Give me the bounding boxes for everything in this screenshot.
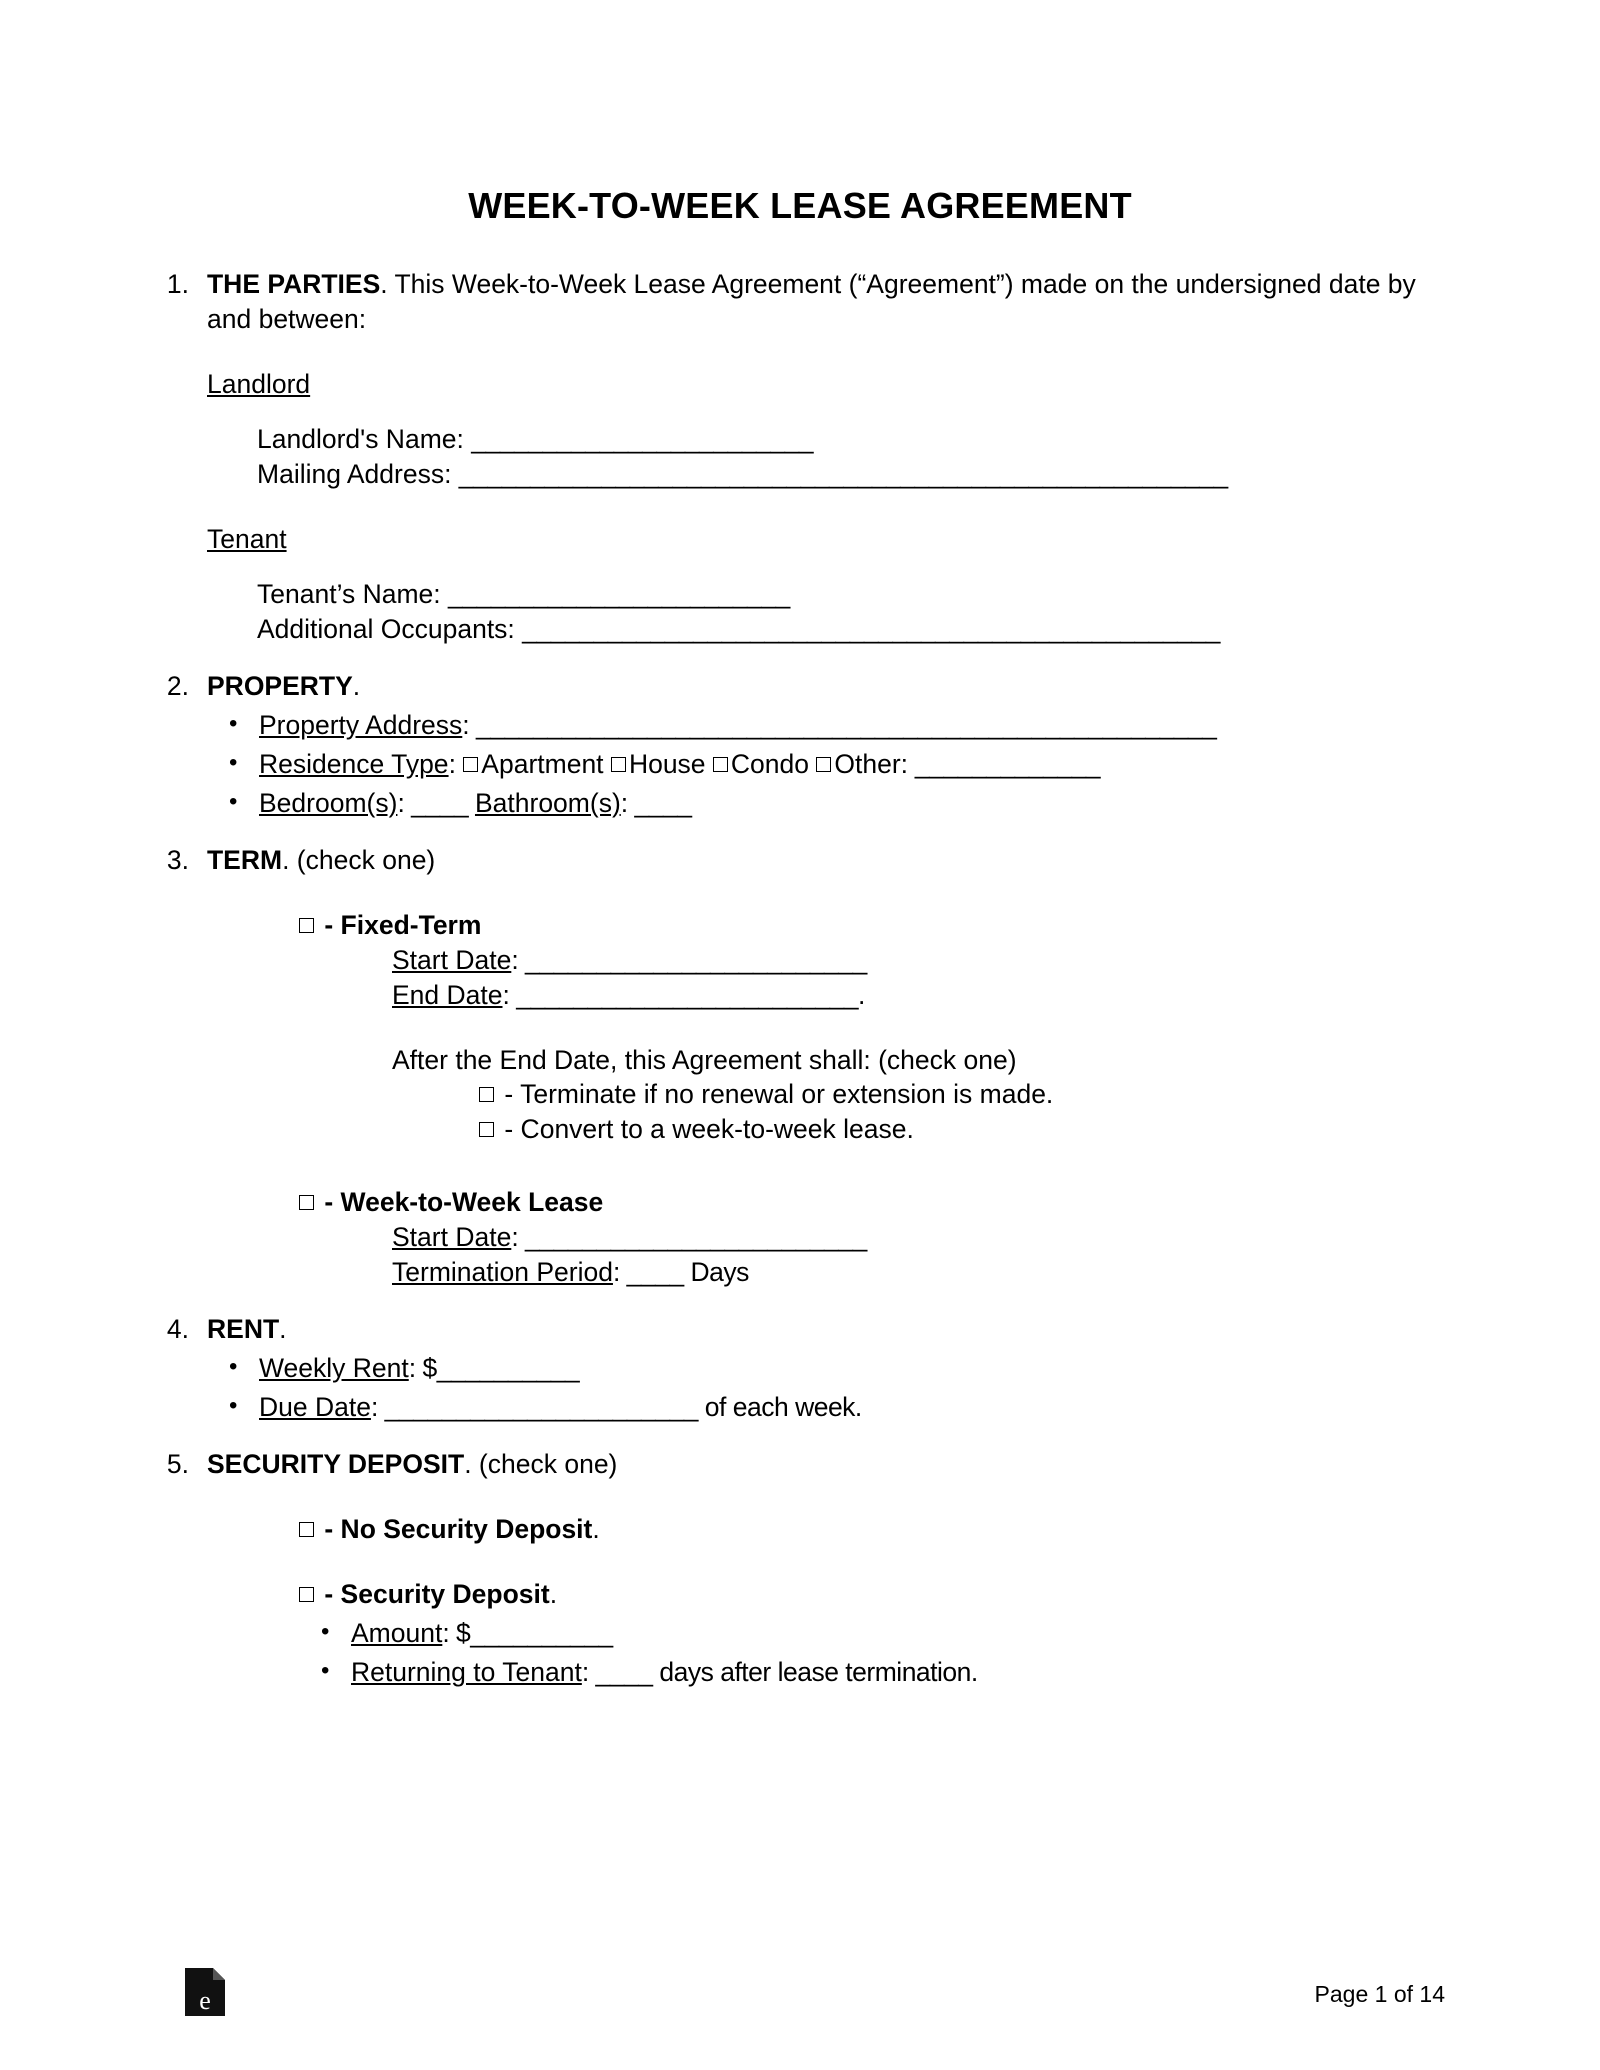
no-security-deposit-label: - No Security Deposit [324,1514,593,1545]
termination-period-row [392,1255,1445,1290]
checkbox-condo-icon[interactable] [713,757,728,772]
after-end-terminate-row [479,1077,1445,1112]
clause-heading: RENT [207,1314,280,1345]
clause-heading: TERM [207,844,283,875]
week-start-date-row [392,1220,1445,1255]
clause-content [207,1312,1445,1425]
page-footer [0,1950,1600,2070]
bathroom-label: Bathroom(s) [474,787,621,818]
tenant-subheading: Tenant [207,523,287,554]
checkbox-no-security-deposit-icon[interactable] [299,1522,314,1537]
clause-the-parties [155,267,1445,647]
after-end-convert-row [479,1112,1445,1147]
svg-text:e: e [199,1986,211,2015]
clause-number: 3. [166,844,189,875]
deposit-amount-field[interactable]: : $__________ [442,1618,613,1649]
clause-security-deposit [155,1447,1445,1690]
security-deposit-suffix: . [549,1579,558,1610]
clause-term [155,843,1445,1291]
additional-occupants-label: Additional Occupants: [257,613,523,644]
residence-option-house: House [628,748,706,779]
clause-number: 4. [166,1314,189,1345]
checkbox-house-icon[interactable] [611,757,626,772]
week-start-date-field[interactable]: : ________________________ [511,1222,867,1253]
landlord-address-row [257,457,1445,492]
deposit-return-label: Returning to Tenant [351,1657,582,1688]
security-deposit-row [299,1577,1445,1612]
additional-occupants-field[interactable]: _________________________________________________ [522,613,1220,644]
deposit-amount-row [299,1616,1445,1651]
clause-number: 2. [166,670,189,701]
bedroom-bathroom-row [207,786,1445,821]
residence-other-field[interactable]: _____________ [908,748,1100,779]
fixed-term-option-row [299,908,1445,943]
deposit-return-field[interactable]: : ____ days after lease termination. [581,1657,978,1688]
start-date-field[interactable]: : ________________________ [511,944,867,975]
clause-heading-suffix: . [352,670,361,701]
terminate-option-label: - Terminate if no renewal or extension is made. [504,1079,1054,1110]
fixed-term-start-date-row [392,943,1445,978]
clause-content [207,267,1445,647]
rent-bullet-list [207,1351,1445,1425]
fixed-term-label: - Fixed-Term [324,909,482,940]
checkbox-apartment-icon[interactable] [463,757,478,772]
bedroom-label: Bedroom(s) [259,787,398,818]
checkbox-security-deposit-icon[interactable] [299,1587,314,1602]
deposit-amount-label: Amount [351,1618,443,1649]
checkbox-convert-icon[interactable] [479,1122,494,1137]
week-to-week-label: - Week-to-Week Lease [324,1187,604,1218]
bedroom-field[interactable]: : ____ [397,787,475,818]
termination-period-field[interactable]: : ____ Days [612,1257,749,1288]
clause-content [207,1447,1445,1690]
clause-heading: THE PARTIES [207,269,381,299]
clause-number: 1. [166,269,189,299]
clause-property [155,669,1445,821]
week-start-date-label: Start Date [392,1222,512,1253]
checkbox-fixed-term-icon[interactable] [299,918,314,933]
deposit-return-row [299,1655,1445,1690]
landlord-name-label: Landlord's Name: [257,423,472,454]
checkbox-week-to-week-icon[interactable] [299,1195,314,1210]
clause-heading-suffix: . (check one) [282,844,436,875]
tenant-name-row [257,577,1445,612]
clause-heading: PROPERTY [207,670,353,701]
bathroom-field[interactable]: : ____ [620,787,692,818]
clause-intro-text: . This Week-to-Week Lease Agreement (“Agreement”) made on the undersigned date by and between: [207,269,1416,334]
landlord-subheading: Landlord [207,368,311,399]
no-security-deposit-suffix: . [592,1514,600,1545]
mailing-address-label: Mailing Address: [257,458,459,489]
residence-option-condo: Condo [730,748,810,779]
residence-option-other: Other: [834,748,909,779]
page-title: WEEK-TO-WEEK LEASE AGREEMENT [468,185,1132,226]
eforms-logo-icon [183,1966,227,2018]
residence-type-colon: : [448,748,464,779]
weekly-rent-row [207,1351,1445,1386]
week-to-week-option-row [299,1185,1445,1220]
property-address-label: Property Address [259,709,463,740]
mailing-address-field[interactable]: ______________________________________________________ [458,458,1228,489]
tenant-name-field[interactable]: ________________________ [448,578,790,609]
termination-period-label: Termination Period [392,1257,613,1288]
landlord-name-row [257,422,1445,457]
end-date-label: End Date [392,979,503,1010]
clause-content [207,843,1445,1291]
convert-option-label: - Convert to a week-to-week lease. [504,1114,914,1145]
checkbox-other-icon[interactable] [816,757,831,772]
residence-type-row [207,747,1445,782]
clause-heading-suffix: . [279,1314,287,1345]
no-security-deposit-row [299,1512,1445,1547]
weekly-rent-field[interactable]: : $__________ [408,1353,580,1384]
tenant-name-label: Tenant’s Name: [257,578,448,609]
after-end-date-text: After the End Date, this Agreement shall: (check one) [392,1044,1017,1075]
security-deposit-label: - Security Deposit [324,1579,550,1610]
property-bullet-list [207,708,1445,821]
end-date-field[interactable]: : ________________________. [502,979,865,1010]
clause-heading: SECURITY DEPOSIT [207,1449,465,1480]
due-date-label: Due Date [259,1392,371,1423]
property-address-field[interactable]: : ____________________________________________________ [462,709,1217,740]
start-date-label: Start Date [392,944,512,975]
clause-rent [155,1312,1445,1425]
fixed-term-end-date-row [392,978,1445,1013]
residence-type-label: Residence Type [259,748,449,779]
security-deposit-bullet-list [299,1616,1445,1690]
weekly-rent-label: Weekly Rent [259,1353,409,1384]
clause-heading-suffix: . (check one) [464,1449,618,1480]
property-address-row [207,708,1445,743]
residence-option-apartment: Apartment [481,748,604,779]
checkbox-terminate-icon[interactable] [479,1087,494,1102]
page-number: Page 1 of 14 [1314,1981,1445,2007]
due-date-row [207,1390,1445,1425]
clause-number: 5. [166,1449,189,1480]
landlord-name-field[interactable]: ________________________ [471,423,813,454]
additional-occupants-row [257,612,1445,647]
due-date-field[interactable]: : ______________________ of each week. [370,1392,862,1423]
clause-content [207,669,1445,821]
